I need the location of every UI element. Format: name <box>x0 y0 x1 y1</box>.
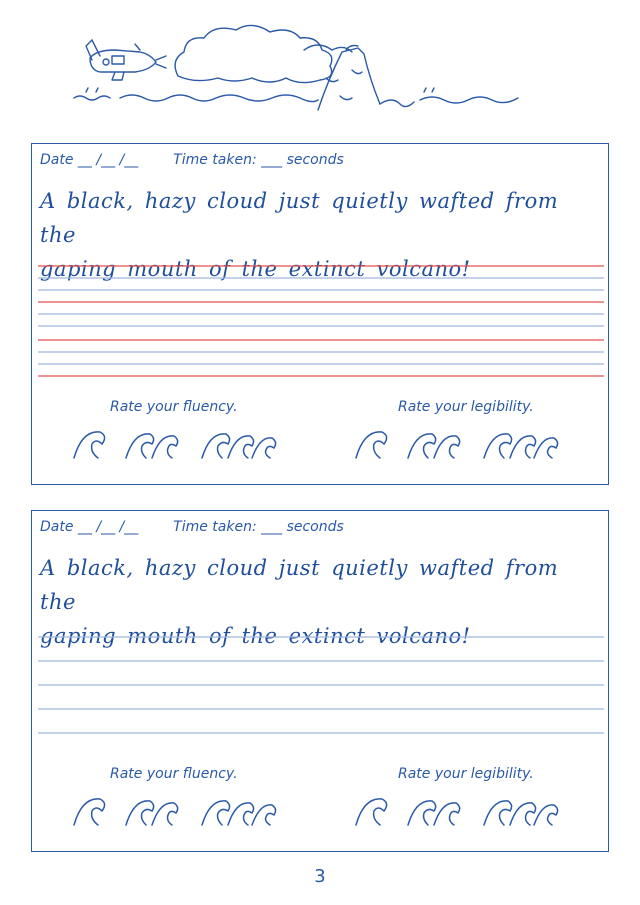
date-field[interactable]: Date __ /__ /__ <box>40 152 139 168</box>
meta-line <box>40 152 346 168</box>
sentence-line-2: gaping mouth of the extinct volcano! <box>40 257 471 281</box>
sentence-line-1: A black, hazy cloud just quietly wafted from the <box>40 556 559 614</box>
fluency-wave-rating-icon[interactable] <box>72 791 292 827</box>
airplane-cloud-volcano-illustration-icon <box>0 0 640 135</box>
legibility-wave-rating-icon[interactable] <box>354 791 574 827</box>
legibility-wave-rating-icon[interactable] <box>354 424 574 460</box>
sentence-line-2: gaping mouth of the extinct volcano! <box>40 624 471 648</box>
time-taken-field[interactable]: Time taken: ___ seconds <box>173 152 344 168</box>
handwriting-lines[interactable] <box>38 633 604 753</box>
practice-card-1 <box>31 143 609 485</box>
date-field[interactable]: Date __ /__ /__ <box>40 519 139 535</box>
rate-legibility-label: Rate your legibility. <box>398 766 534 782</box>
rate-fluency-label: Rate your fluency. <box>110 766 238 782</box>
meta-line <box>40 519 346 535</box>
time-taken-field[interactable]: Time taken: ___ seconds <box>173 519 344 535</box>
practice-card-2 <box>31 510 609 852</box>
rate-legibility-label: Rate your legibility. <box>398 399 534 415</box>
page-number: 3 <box>314 866 326 887</box>
rate-fluency-label: Rate your fluency. <box>110 399 238 415</box>
fluency-wave-rating-icon[interactable] <box>72 424 292 460</box>
sentence-line-1: A black, hazy cloud just quietly wafted from the <box>40 189 559 247</box>
handwriting-lines[interactable] <box>38 264 604 384</box>
